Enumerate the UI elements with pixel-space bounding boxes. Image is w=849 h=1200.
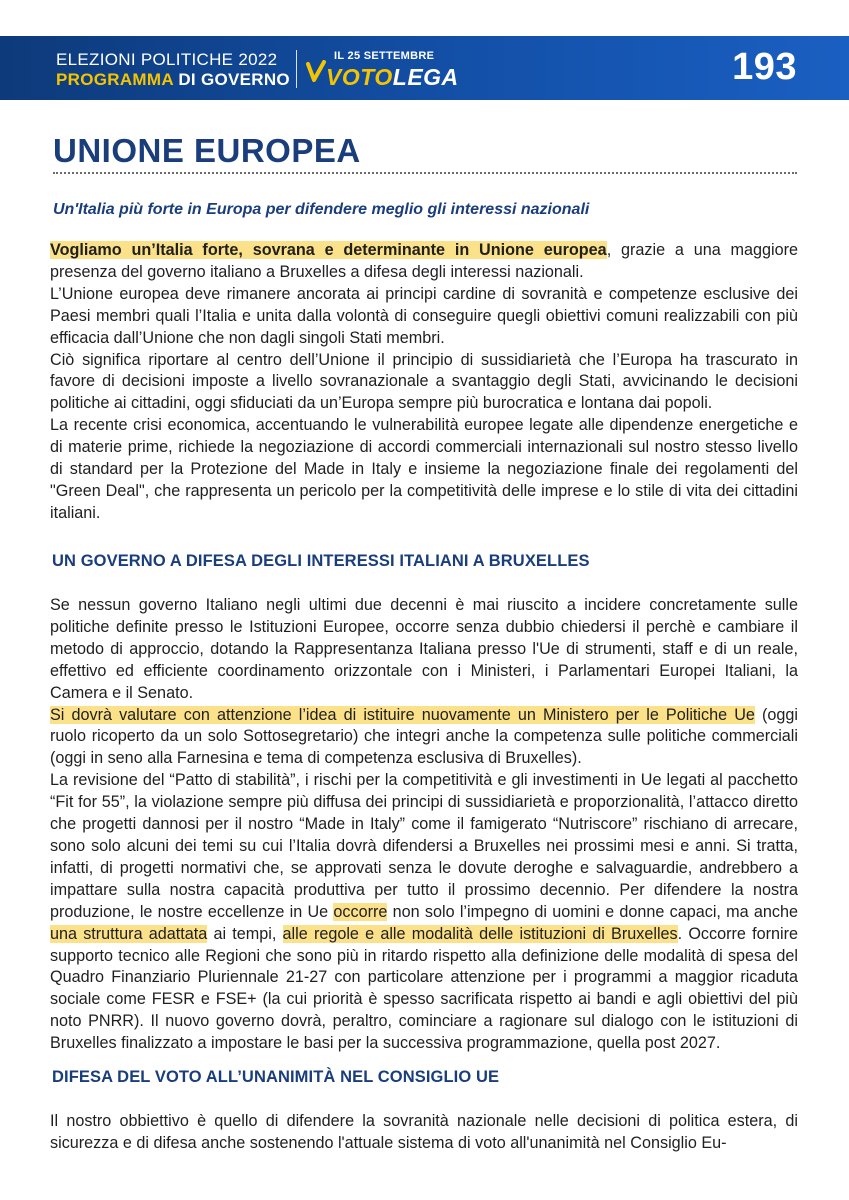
header-divider [296,50,297,88]
highlighted-occorre: occorre [333,902,388,921]
highlighted-regole: alle regole e alle modalità delle istituzioni di Bruxelles [282,924,678,943]
paragraph-crisi-economica: La recente crisi economica, accentuando le vulnerabilità europee legate alle dipendenze energetiche e di materie prime, richiede la negoziazione di accordi commerciali internazionali sul nostro stesso livello di standard per la Protezione del Made in Italy e insieme la negoziazione finale dei regolamenti del "Green Deal", che rappresenta un pericolo per la competitività delle imprese e lo stile di vita dei cittadini italiani. [50,416,798,522]
paragraph-patto-stabilita [50,770,798,1055]
section-heading-governo: UN GOVERNO A DIFESA DEGLI INTERESSI ITALIANI A BRUXELLES [52,552,590,570]
patto-text-c: ai tempi, [207,924,283,943]
program-title [56,70,290,90]
page-number: 193 [732,46,797,88]
program-title-accent: PROGRAMMA [56,70,174,89]
highlighted-statement: Vogliamo un’Italia forte, sovrana e determinante in Unione europea [50,241,607,259]
highlighted-struttura: una struttura adattata [50,924,208,943]
intro-section [50,240,798,525]
logo-voto: VOTO [326,64,393,90]
paragraph-ministero-rest: (oggi ruolo ricoperto da un solo Sottosegretario) che integri anche la competenza sulle politiche commerciali (oggi in seno alla Farnesina e tema di competenza esclusiva di Bruxelles). [50,705,798,768]
page-subtitle: Un'Italia più forte in Europa per difendere meglio gli interessi nazionali [53,201,590,218]
governo-section [50,595,798,1055]
highlighted-ministero: Si dovrà valutare con attenzione l’idea di istituire nuovamente un Ministero per le Politiche Ue [50,705,755,724]
header-banner [0,36,849,100]
election-title: ELEZIONI POLITICHE 2022 [56,50,278,69]
paragraph-ministero [50,705,798,771]
checkmark-icon [306,60,326,84]
unanimita-section [50,1111,798,1155]
patto-text-a: La revisione del “Patto di stabilità”, i rischi per la competitività e gli investimenti in Ue legati al pacchetto “Fit for 55”, la violazione sempre più diffusa dei principi di sussidiarietà e proporzionalità, l’attacco diretto che progetti dannosi per il nostro “Made in Italy” come il famigerato “Nutriscore” rischiano di arrecare, sono solo alcuni dei temi su cui l’Italia dovrà difendersi a Bruxelles nei prossimi mesi e anni. Si tratta, infatti, di progetti normativi che, se approvati senza le dovute deroghe e salvaguardie, andrebbero a impattare sulla nostra capacità produttiva per tutto il prossimo decennio. Per difendere la nostra produzione, le nostre eccellenze in Ue [50,771,798,921]
paragraph-sussidiarieta: Ciò significa riportare al centro dell’Unione il principio di sussidiarietà che l’Europa ha trascurato in favore di decisioni imposte a livello sovranazionale a svantaggio degli Stati, avvicinando le decisioni politiche ai cittadini, oggi sfiduciati da un’Europa sempre più burocratica e lontana dai popoli. [50,350,798,413]
page-top-margin [0,0,849,36]
patto-text-d: . Occorre fornire supporto tecnico alle Regioni che sono più in ritardo rispetto alla definizione delle modalità di spesa del Quadro Finanziario Pluriennale 21-27 con particolare attenzione per i programmi a maggior ricaduta sociale come FESR e FSE+ (la cui priorità è spesso sacrificata rispetto ai bandi e agli obiettivi del più noto PNRR). Il nuovo governo dovrà, peraltro, cominciare a ragionare sul dialogo con le istituzioni di Bruxelles finalizzato a impostare le basi per la successiva programmazione, quella post 2027. [50,924,798,1053]
paragraph-rappresentanza: Se nessun governo Italiano negli ultimi due decenni è mai riuscito a incidere concretamente sulle politiche definite presso le Istituzioni Europee, occorre senza dubbio chiedersi il perchè e cambiare il metodo di approccio, dotando la Rappresentanza Italiana presso l'Ue di strumenti, staff e di un reale, effettivo ed efficiente coordinamento orizzontale con i Ministeri, i Parlamentari Europei Italiani, la Camera e il Senato. [50,596,798,702]
page-title: UNIONE EUROPEA [53,132,361,169]
paragraph-sovranita: L’Unione europea deve rimanere ancorata ai principi cardine di sovranità e competenze esclusive dei Paesi membri quali l’Italia e unita dalla volontà di conseguire quegli obiettivi comuni realizzabili con più efficacia dall’Unione che non dagli singoli Stati membri. [50,284,798,347]
patto-text-b: non solo l’impegno di uomini e donne capaci, ma anche [387,902,798,921]
election-date: IL 25 SETTEMBRE [334,50,435,62]
title-dotted-divider [53,172,797,174]
program-title-rest: DI GOVERNO [173,70,290,89]
intro-paragraph-rest: , grazie a una maggiore presenza del governo italiano a Bruxelles a difesa degli interessi nazionali. [50,241,798,281]
logo-lega: LEGA [392,64,459,90]
intro-paragraph [50,240,798,284]
paragraph-unanimita: Il nostro obbiettivo è quello di difendere la sovranità nazionale nelle decisioni di politica estera, di sicurezza e di difesa anche sostenendo l'attuale sistema di voto all'unanimità nel Consiglio Eu- [50,1112,798,1152]
section-heading-unanimita: DIFESA DEL VOTO ALL’UNANIMITÀ NEL CONSIGLIO UE [52,1068,500,1086]
voto-lega-logo [326,64,459,90]
